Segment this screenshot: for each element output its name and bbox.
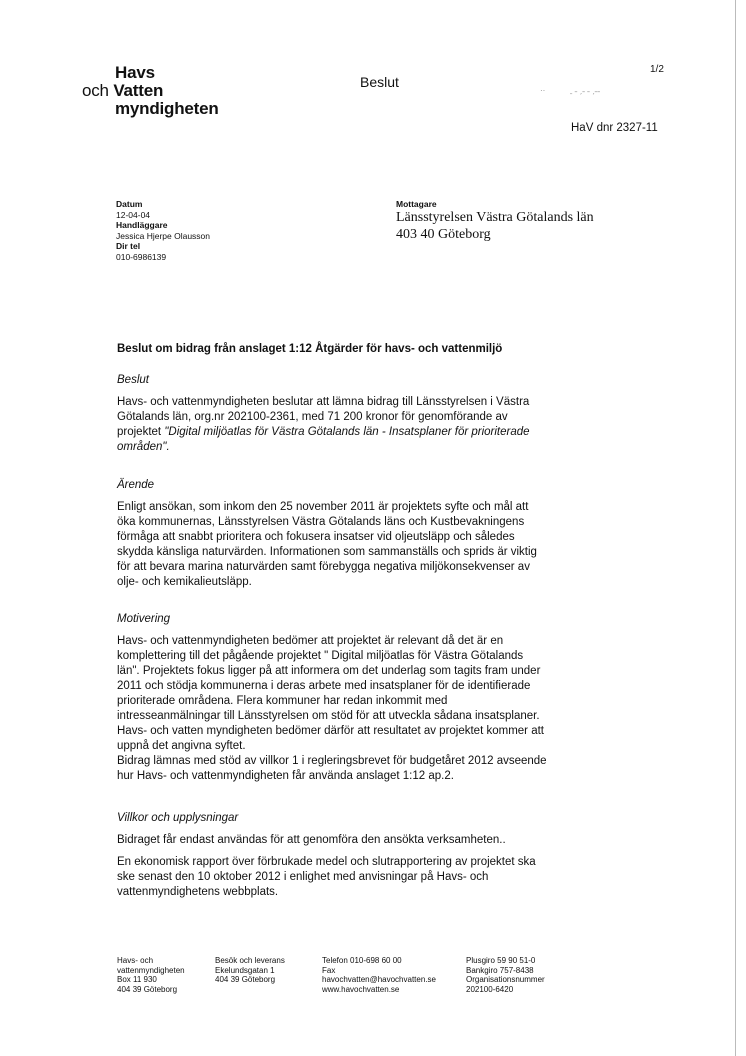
footer-line: 202100-6420	[466, 984, 514, 994]
footer-column-payment	[466, 956, 545, 994]
recipient-label: Mottagare	[396, 199, 437, 209]
datum-label: Datum	[116, 199, 143, 209]
dirtel-value: 010-6986139	[116, 251, 167, 262]
footer-line: Telefon 010-698 60 00	[322, 956, 402, 965]
case-number: HaV dnr 2327-11	[571, 122, 658, 134]
footer-line: Plusgiro 59 90 51-0	[466, 956, 536, 965]
scan-mark: ·· ˍ ˗ ˏ˗ ˗ ˏ˗˗	[540, 86, 600, 95]
footer-column-visit	[215, 956, 285, 985]
logo-line-1: Havs	[115, 63, 155, 82]
footer-line: 404 39 Göteborg	[117, 984, 178, 994]
section-heading-motivering: Motivering	[117, 613, 171, 625]
page-edge-line	[735, 0, 736, 1056]
section-text-villkor-1: Bidraget får endast användas för att genomföra den ansökta verksamheten..	[117, 834, 506, 846]
agency-logo	[82, 64, 219, 118]
section-heading-beslut: Beslut	[117, 374, 149, 386]
footer-line: Bankgiro 757-8438	[466, 965, 534, 975]
logo-line-3: myndigheten	[115, 99, 219, 118]
footer-line: Fax	[322, 965, 336, 975]
footer-line: Organisationsnummer	[466, 975, 545, 984]
section-heading-villkor: Villkor och upplysningar	[117, 812, 239, 824]
handlaggare-value: Jessica Hjerpe Olausson	[116, 230, 211, 241]
logo-line-2	[82, 82, 219, 100]
footer-line: Besök och leverans	[215, 956, 285, 965]
recipient-name: Länsstyrelsen Västra Götalands län	[396, 210, 594, 225]
section-text-motivering-1: Havs- och vattenmyndigheten bedömer att projektet är relevant då det är en komplettering till det pågående projektet " Digital miljöatlas för Västra Götalands län". Projektets fokus ligger på att informera om det underlag som tagits fram under 2011 och stödja kommunerna i deras arbete med insatsplaner för de identifierade prioriterade områdena. Flera kommuner har redan inkommit med intresseanmälningar till Länsstyrelsen om stöd för att utveckla sådana insatsplaner. Havs- och vatten myndigheten bedömer därför att resultatet av projektet kommer att uppnå det angivna syftet.	[117, 635, 544, 752]
footer-column-contact	[322, 956, 436, 994]
footer-line: Ekelundsgatan 1	[215, 965, 275, 975]
document-type: Beslut	[360, 74, 399, 90]
datum-value: 12-04-04	[116, 209, 151, 220]
section-heading-arende: Ärende	[117, 479, 155, 491]
project-name: "Digital miljöatlas för Västra Götalands län - Insatsplaner för prioriterade områden".	[117, 426, 530, 453]
footer-line: Havs- och	[117, 956, 154, 965]
footer-line: havochvatten@havochvatten.se	[322, 975, 436, 984]
dirtel-label: Dir tel	[116, 241, 141, 251]
footer-line: Box 11 930	[117, 975, 157, 984]
handlaggare-label: Handläggare	[116, 220, 168, 230]
decision-title: Beslut om bidrag från anslaget 1:12 Åtgärder för havs- och vattenmiljö	[117, 343, 503, 355]
beslut-text: Havs- och vattenmyndigheten beslutar att lämna bidrag till Länsstyrelsen i Västra Götalands län, org.nr 202100-2361, med 71 200 kronor för genomförande av projektet	[117, 396, 530, 438]
section-text-villkor-2: En ekonomisk rapport över förbrukade medel och slutrapportering av projektet ska ske senast den 10 oktober 2012 i enlighet med anvisningar på Havs- och vattenmyndighetens webbplats.	[117, 856, 536, 898]
section-text-arende: Enligt ansökan, som inkom den 25 november 2011 är projektets syfte och mål att öka kommunernas, Länsstyrelsen Västra Götalands läns och Kustbevakningens förmåga att snabbt prioritera och fokusera insatser vid oljeutsläpp och således skydda känsliga naturvärden. Informationen som sammanställs och sprids är viktig för att bevara marina naturvärden samt förebygga negativa miljökonsekvenser av olje- och kemikalieutsläpp.	[117, 501, 537, 588]
document-meta	[116, 199, 210, 262]
page-number: 1/2	[650, 64, 664, 75]
section-text-motivering-2: Bidrag lämnas med stöd av villkor 1 i regleringsbrevet för budgetåret 2012 avseende hur Havs- och vattenmyndigheten får använda anslaget 1:12 ap.2.	[117, 755, 547, 782]
recipient-address: 403 40 Göteborg	[396, 227, 491, 242]
logo-line-2-word: Vatten	[113, 81, 164, 100]
logo-line-2-prefix: och	[82, 81, 109, 100]
footer-line: vattenmyndigheten	[117, 965, 185, 975]
footer-column-address	[117, 956, 185, 994]
recipient-block	[396, 199, 594, 243]
footer-line: www.havochvatten.se	[322, 984, 400, 994]
section-text-beslut	[117, 395, 547, 455]
footer-line: 404 39 Göteborg	[215, 975, 276, 984]
